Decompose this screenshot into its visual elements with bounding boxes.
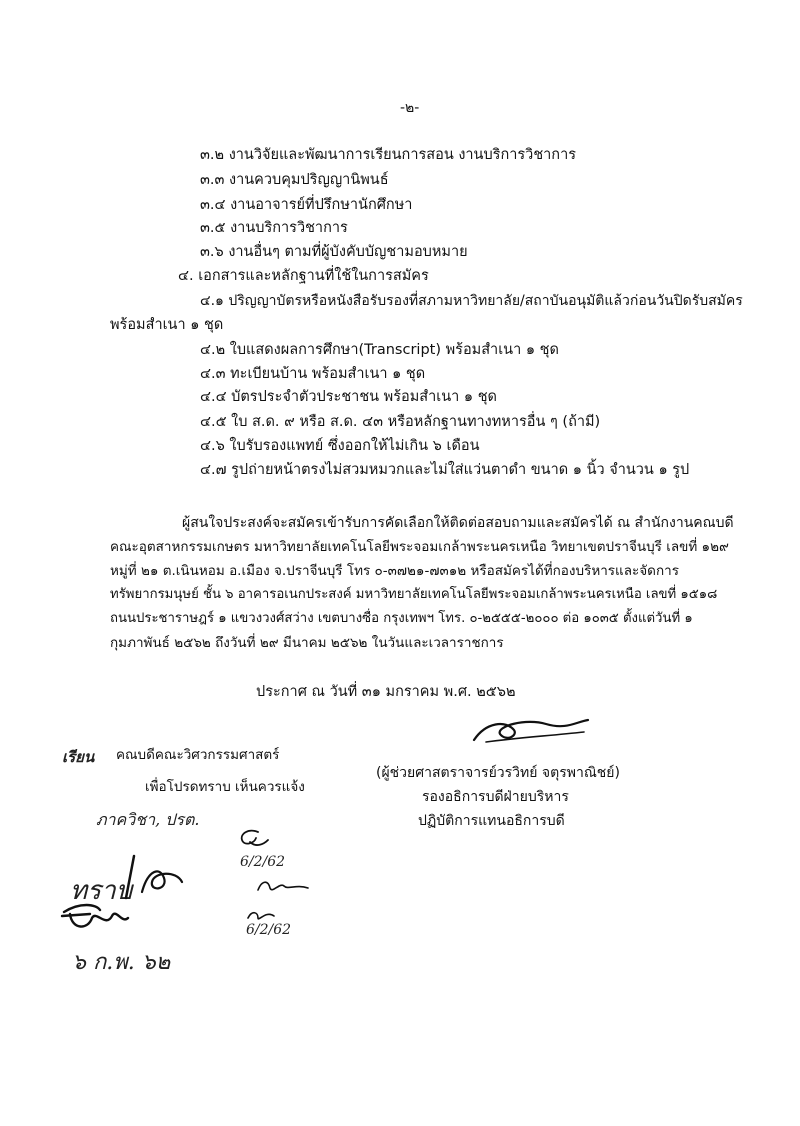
paragraph-line: ทรัพยากรมนุษย์ ชั้น ๖ อาคารอเนกประสงค์ มหาวิทยาลัยเทคโนโลยีพระจอมเกล้าพระนครเหนือ เลขที่ ๑๕๑๘ [110,587,718,602]
section3-item: ๓.๒ งานวิจัยและพัฒนาการเรียนการสอน งานบริการวิชาการ [200,147,577,163]
section4-item: ๔.๓ ทะเบียนบ้าน พร้อมสำเนา ๑ ชุด [200,366,426,382]
initial-scribble [120,852,190,902]
section4-item: ๔.๗ รูปถ่ายหน้าตรงไม่สวมหมวกและไม่ใส่แว่นตาดำ ขนาด ๑ นิ้ว จำนวน ๑ รูป [200,462,690,478]
handwritten-dept: ภาควิชา, ปรต. [96,810,200,829]
section3-item: ๓.๕ งานบริการวิชาการ [200,220,348,236]
handwritten-date: ๖ ก.พ. ๖๒ [72,950,171,975]
handwritten-acknowledged: ทราบ [70,876,133,906]
routing-note: เพื่อโปรดทราบ เห็นควรแจ้ง [145,779,305,795]
section3-item: ๓.๓ งานควบคุมปริญญานิพนธ์ [200,172,389,188]
page-number: -๒- [400,100,420,116]
signer-position: รองอธิการบดีฝ่ายบริหาร [422,789,569,805]
signer-name: (ผู้ช่วยศาสตราจารย์วรวิทย์ จตุรพาณิชย์) [376,765,620,781]
routing-label: เรียน [62,748,95,766]
section4-item: ๔.๖ ใบรับรองแพทย์ ซึ่งออกให้ไม่เกิน ๖ เดือน [200,438,480,454]
section4-heading: ๔. เอกสารและหลักฐานที่ใช้ในการสมัคร [178,268,429,284]
section4-item: ๔.๔ บัตรประจำตัวประชาชน พร้อมสำเนา ๑ ชุด [200,389,497,405]
second-signature-scribble [60,900,132,934]
paragraph-line: คณะอุตสาหกรรมเกษตร มหาวิทยาลัยเทคโนโลยีพระจอมเกล้าพระนครเหนือ วิทยาเขตปราจีนบุรี เลขที่ ๑๒๙ [110,539,729,555]
section4-item-continuation: พร้อมสำเนา ๑ ชุด [110,317,224,333]
initial-mark [236,826,270,850]
paragraph-line: กุมภาพันธ์ ๒๕๖๒ ถึงวันที่ ๒๙ มีนาคม ๒๕๖๒ ในวันและเวลาราชการ [110,635,504,651]
handwritten-date-a: 6/2/62 [240,854,286,870]
paragraph-line: ผู้สนใจประสงค์จะสมัครเข้ารับการคัดเลือกให้ติดต่อสอบถามและสมัครได้ ณ สำนักงานคณบดี [182,515,734,531]
section4-item: ๔.๒ ใบแสดงผลการศึกษา(Transcript) พร้อมสำเนา ๑ ชุด [200,342,559,358]
section4-item: ๔.๑ ปริญญาบัตรหรือหนังสือรับรองที่สภามหาวิทยาลัย/สถาบันอนุมัติแล้วก่อนวันปิดรับสมัคร [200,293,743,309]
announce-date: ประกาศ ณ วันที่ ๓๑ มกราคม พ.ศ. ๒๕๖๒ [256,684,516,700]
handwritten-date-b: 6/2/62 [246,922,292,938]
initial-mark [254,876,312,896]
section3-item: ๓.๔ งานอาจารย์ที่ปรึกษานักศึกษา [200,197,413,213]
paragraph-line: ถนนประชาราษฎร์ ๑ แขวงวงศ์สว่าง เขตบางซื่อ กรุงเทพฯ โทร. ๐-๒๕๕๕-๒๐๐๐ ต่อ ๑๐๓๕ ตั้งแต่วันที่ ๑ [110,611,693,626]
paragraph-line: หมู่ที่ ๒๑ ต.เนินหอม อ.เมือง จ.ปราจีนบุรี โทร ๐-๓๗๒๑-๗๓๑๒ หรือสมัครได้ที่กองบริหารและจัดการ [110,563,679,579]
routing-to: คณบดีคณะวิศวกรรมศาสตร์ [116,747,280,763]
signer-acting: ปฏิบัติการแทนอธิการบดี [418,813,565,829]
section3-item: ๓.๖ งานอื่นๆ ตามที่ผู้บังคับบัญชามอบหมาย [200,244,468,260]
signature-mark [466,712,596,752]
section4-item: ๔.๕ ใบ ส.ด. ๙ หรือ ส.ด. ๔๓ หรือหลักฐานทางทหารอื่น ๆ (ถ้ามี) [200,414,601,430]
